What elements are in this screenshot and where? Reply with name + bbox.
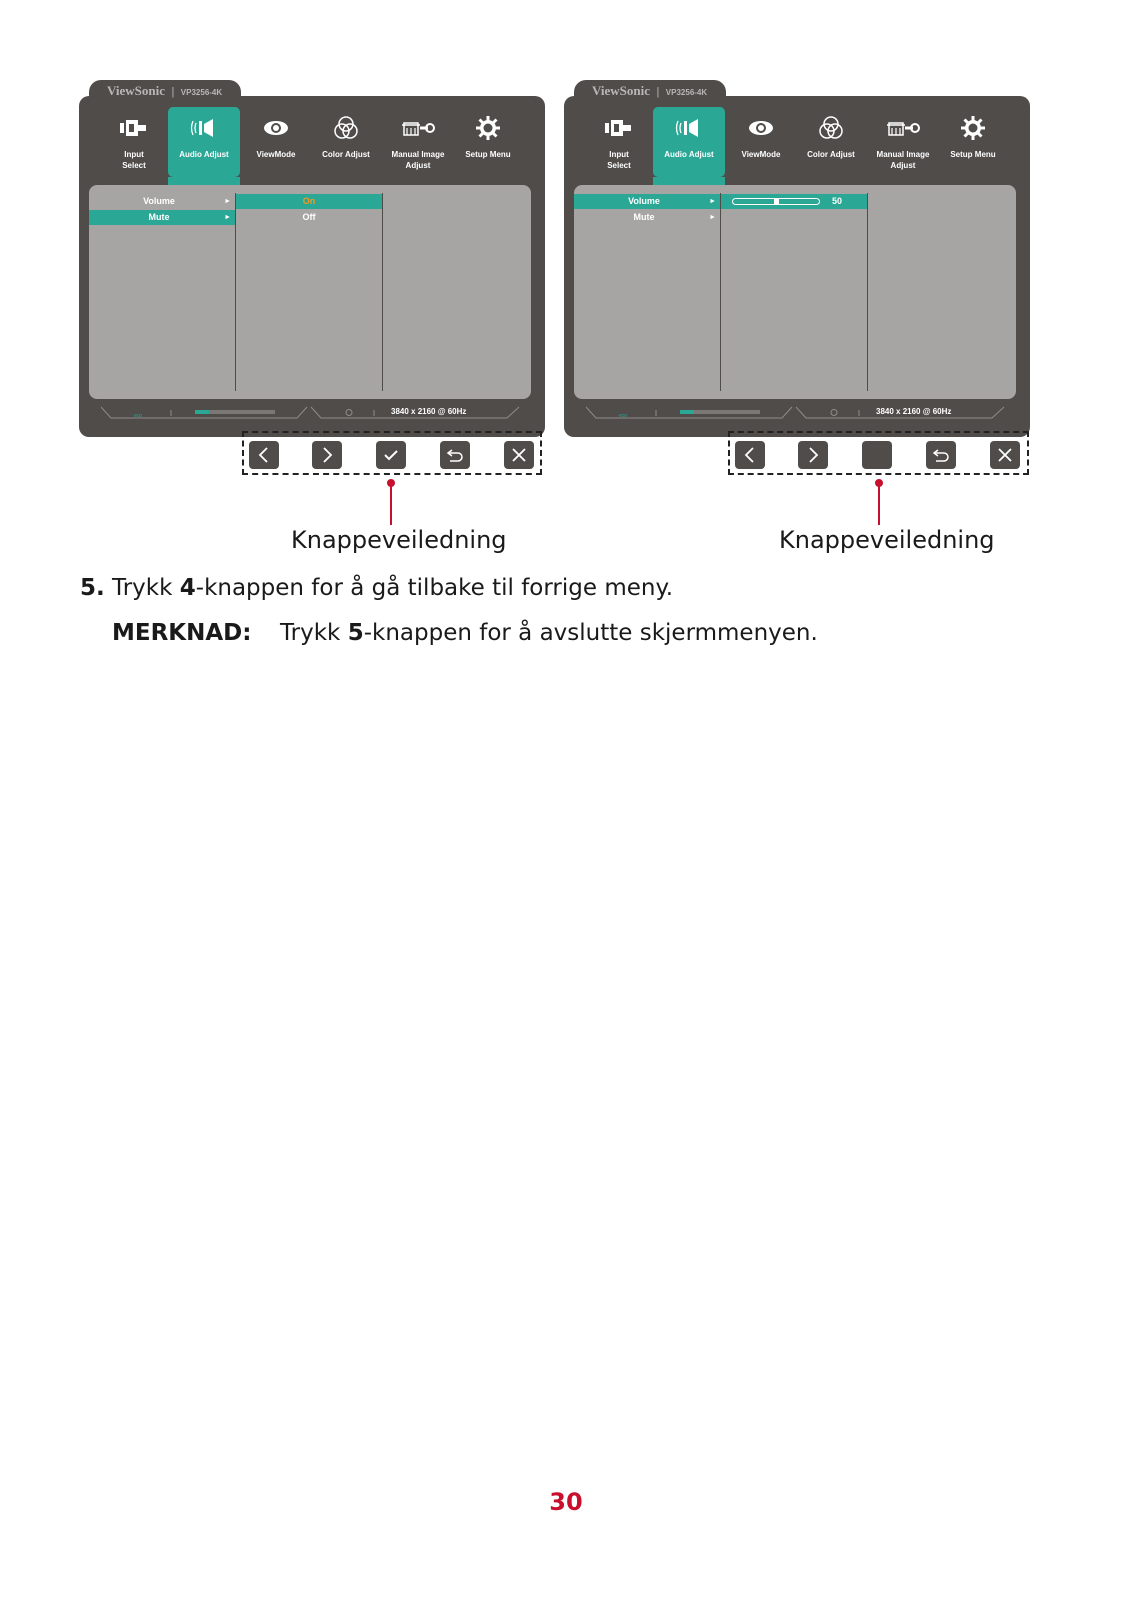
status-bar [101, 406, 521, 420]
menu-item-color-adjust[interactable]: Color Adjust [796, 107, 866, 177]
note-label: MERKNAD: [112, 620, 252, 646]
manual-adjust-icon [381, 115, 455, 141]
key-number: 4 [179, 575, 196, 601]
step-5-instruction: 5. Trykk 4-knappen for å gå tilbake til forrige meny. [80, 575, 674, 601]
menu-item-viewmode[interactable]: ViewMode [240, 107, 312, 177]
key-button-4[interactable] [440, 441, 470, 469]
menu-item-manual-image-adjust[interactable]: Manual Image Adjust [866, 107, 940, 177]
submenu-item-mute[interactable]: Mute ► [574, 210, 720, 225]
chevron-left-icon [257, 446, 271, 464]
brand-logo: ViewSonic [107, 83, 166, 98]
submenu-item-volume[interactable]: Volume ► [574, 194, 720, 209]
option-off[interactable]: Off [302, 212, 316, 222]
active-tab-connector [168, 177, 240, 185]
eye-icon [240, 115, 312, 141]
menu-item-manual-image-adjust[interactable]: Manual Image Adjust [381, 107, 455, 177]
chevron-left-icon [743, 446, 757, 464]
close-icon [997, 447, 1013, 463]
key-button-5[interactable] [504, 441, 534, 469]
pointer-line [878, 483, 880, 525]
step-number: 5. [80, 575, 105, 601]
model-name: VP3256-4K [180, 88, 223, 97]
submenu-panel [89, 185, 531, 399]
svg-text:eco: eco [134, 413, 143, 419]
submenu-panel [574, 185, 1016, 399]
input-select-icon [584, 115, 654, 141]
input-select-icon [99, 115, 169, 141]
menu-item-setup-menu[interactable]: Setup Menu [455, 107, 521, 177]
key-button-5[interactable] [990, 441, 1020, 469]
arrow-right-icon: ► [709, 198, 716, 205]
key-button-3[interactable] [376, 441, 406, 469]
gear-icon [455, 115, 521, 141]
manual-adjust-icon [866, 115, 940, 141]
submenu-item-volume[interactable]: Volume ► [89, 194, 235, 209]
button-guide-right [728, 431, 1029, 475]
model-name: VP3256-4K [665, 88, 708, 97]
osd-screen-right [564, 80, 1030, 437]
note-text: Trykk 5-knappen for å avslutte skjermmenyen. [280, 620, 818, 646]
resolution-readout: 3840 x 2160 @ 60Hz [876, 407, 952, 416]
check-icon [383, 448, 399, 462]
arrow-right-icon: ► [709, 214, 716, 221]
caption-button-guide-left: Knappeveiledning [291, 526, 507, 554]
key-button-2[interactable] [312, 441, 342, 469]
menu-item-color-adjust[interactable]: Color Adjust [311, 107, 381, 177]
menu-item-audio-adjust[interactable]: Audio Adjust [653, 107, 725, 177]
submenu-item-mute[interactable]: Mute ► [89, 210, 235, 225]
key-button-2[interactable] [798, 441, 828, 469]
return-icon [932, 448, 950, 462]
key-button-3[interactable] [862, 441, 892, 469]
resolution-readout: 3840 x 2160 @ 60Hz [391, 407, 467, 416]
key-button-1[interactable] [249, 441, 279, 469]
gear-icon [940, 115, 1006, 141]
arrow-right-icon: ► [224, 214, 231, 221]
brand-label: ViewSonic | VP3256-4K [592, 83, 708, 98]
eye-icon [725, 115, 797, 141]
brand-logo: ViewSonic [592, 83, 651, 98]
volume-slider[interactable] [732, 198, 820, 205]
return-icon [446, 448, 464, 462]
arrow-right-icon: ► [224, 198, 231, 205]
menu-item-input-select[interactable]: Input Select [584, 107, 654, 177]
chevron-right-icon [320, 446, 334, 464]
key-button-4[interactable] [926, 441, 956, 469]
menu-item-viewmode[interactable]: ViewMode [725, 107, 797, 177]
page-number: 30 [549, 1488, 583, 1516]
color-circles-icon [311, 115, 381, 141]
menu-item-input-select[interactable]: Input Select [99, 107, 169, 177]
main-menu [564, 107, 1030, 177]
volume-value: 50 [832, 196, 843, 206]
color-circles-icon [796, 115, 866, 141]
pointer-line [390, 483, 392, 525]
svg-text:eco: eco [619, 413, 628, 419]
close-icon [511, 447, 527, 463]
button-guide-left [242, 431, 542, 475]
speaker-icon [653, 115, 725, 141]
caption-button-guide-right: Knappeveiledning [779, 526, 995, 554]
option-on[interactable]: On [236, 194, 382, 209]
volume-slider-knob[interactable] [774, 199, 779, 204]
main-menu [79, 107, 545, 177]
key-button-1[interactable] [735, 441, 765, 469]
brand-label: ViewSonic | VP3256-4K [107, 83, 223, 98]
menu-item-audio-adjust[interactable]: Audio Adjust [168, 107, 240, 177]
chevron-right-icon [806, 446, 820, 464]
speaker-icon [168, 115, 240, 141]
active-tab-connector [653, 177, 725, 185]
osd-screen-left [79, 80, 545, 437]
menu-item-setup-menu[interactable]: Setup Menu [940, 107, 1006, 177]
key-number: 5 [347, 620, 364, 646]
status-bar [586, 406, 1006, 420]
